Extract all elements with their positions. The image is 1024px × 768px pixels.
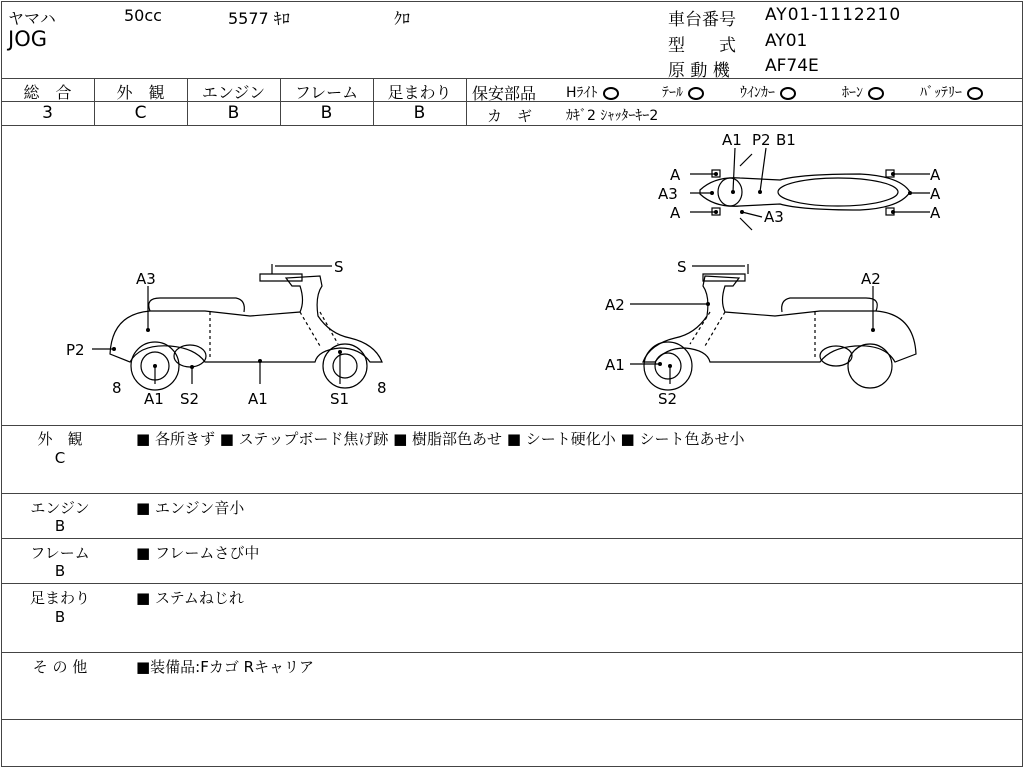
damage-label: A1 [144,390,164,408]
remark-engine-label: エンジン [30,499,90,517]
damage-label: A1 [248,390,268,408]
damage-label: S [334,258,344,276]
type-value: AY01 [765,31,808,51]
type-label: 型 式 [668,36,736,56]
grade-exterior-label: 外 観 [116,83,165,102]
divider [1,538,1022,539]
remark-exterior-grade: C [54,449,66,467]
ok-mark-icon [780,87,796,100]
damage-label: A3 [136,270,156,288]
remark-frame-label: フレーム [30,544,90,562]
safety-title: 保安部品 [472,84,537,103]
damage-label: A2 [605,296,625,314]
maker-text: ヤマハ [8,9,56,28]
model-name: JOG [8,27,47,51]
damage-label: A [930,185,941,203]
keys-label: カ ギ [487,107,533,125]
damage-label: A [930,204,941,222]
grade-total-value: 3 [42,103,53,123]
divider [1,719,1022,720]
divider [1,78,1022,79]
safety-part-headlight: Hﾗｲﾄ [566,82,619,102]
engine-value: AF74E [765,56,819,76]
remark-engine-grade: B [54,517,66,535]
damage-label: A3 [658,185,678,203]
grade-frame-value: B [320,103,333,123]
displacement-text: 50cc [124,6,162,25]
damage-label: A [670,166,681,184]
ok-mark-icon [868,87,884,100]
divider [1,652,1022,653]
damage-label: B1 [776,131,796,149]
grade-engine-label: エンジン [201,83,266,102]
safety-part-taillight: ﾃｰﾙ [662,82,704,102]
damage-label: S [677,258,687,276]
grade-engine-value: B [227,103,240,123]
frame-no-label: 車台番号 [668,10,736,30]
grade-suspension-label: 足まわり [387,83,452,102]
damage-label: A1 [605,356,625,374]
remark-exterior-text: ■ 各所きず ■ ステップボード焦げ跡 ■ 樹脂部色あせ ■ シート硬化小 ■ シート色あせ小 [136,430,745,448]
remark-other-text: ■装備品:Fカゴ Rキャリア [136,658,315,676]
safety-part-horn: ﾎｰﾝ [842,82,884,102]
divider [1,425,1022,426]
damage-leader-lines [92,148,930,384]
damage-label: P2 [66,341,85,359]
grade-frame-label: フレーム [294,83,359,102]
ok-mark-icon [688,87,704,100]
damage-label: A3 [764,208,784,226]
damage-label: 8 [112,379,122,397]
remark-exterior-label: 外 観 [37,430,83,448]
damage-label: S1 [330,390,350,408]
grade-total-label: 総 合 [23,83,72,102]
remark-suspension-grade: B [54,608,66,626]
damage-label: S2 [658,390,678,408]
damage-diagram [0,126,1024,424]
grade-suspension-value: B [413,103,426,123]
remark-engine-text: ■ エンジン音小 [136,499,245,517]
ok-mark-icon [603,87,619,100]
mileage-text: 5577 ｷﾛ [228,9,290,28]
divider [1,493,1022,494]
divider [1,583,1022,584]
damage-label: A1 [722,131,742,149]
ok-mark-icon [967,87,983,100]
remark-frame-grade: B [54,562,66,580]
remark-suspension-label: 足まわり [29,589,90,607]
safety-part-battery: ﾊﾞｯﾃﾘｰ [920,82,983,102]
divider [466,78,467,125]
damage-label: A [930,166,941,184]
damage-label: P2 [752,131,771,149]
damage-label: S2 [180,390,200,408]
damage-label: A2 [861,270,881,288]
remark-suspension-text: ■ ステムねじれ [136,589,244,607]
remark-frame-text: ■ フレームさび中 [136,544,260,562]
engine-label: 原 動 機 [668,61,730,81]
grade-exterior-value: C [134,103,147,123]
damage-label: A [670,204,681,222]
keys-value: ｶｷﾞ2 ｼｬｯﾀｰｷｰ2 [566,108,659,124]
color-text: ｸﾛ [394,9,411,28]
damage-label: 8 [377,379,387,397]
remark-other-label: そ の 他 [32,658,88,676]
safety-part-winker: ｳｲﾝｶｰ [740,82,796,102]
frame-no-value: AY01-1112210 [765,5,902,25]
